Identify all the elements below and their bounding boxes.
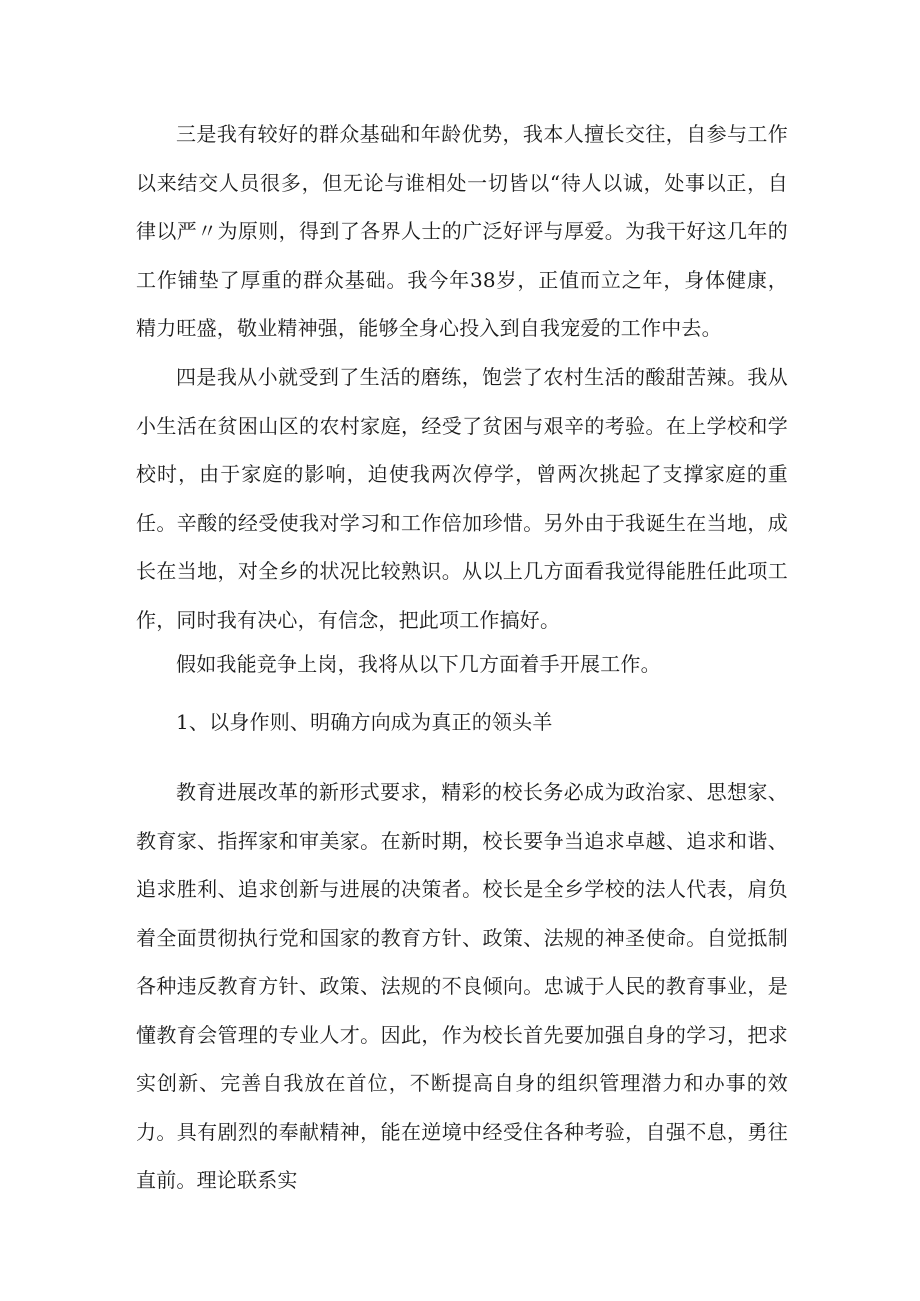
paragraph-intro-plan: 假如我能竞争上岗，我将从以下几方面着手开展工作。 [176,652,661,676]
paragraph-principal-role: 教育进展改革的新形式要求，精彩的校长务必成为政治家、思想家、教育家、指挥家和审美家。在新时期，校长要争当追求卓越、追求和谐、追求胜利、追求创新与进展的决策者。校长是全乡学校的法人代表，肩负着全面贯彻执行党和国家的教育方针、政策、法规的神圣使命。自觉抵制各种违反教育方针、政策、法规的不良倾向。忠诚于人民的教育事业，是懂教育会管理的专业人才。因此，作为校长首先要加强自身的学习，把求实创新、完善自我放在首位，不断提高自身的组织管理潜力和办事的效力。具有剧烈的奉献精神，能在逆境中经受住各种考验，自强不息，勇往直前。理论联系实 [136,780,788,1192]
paragraph-life-hardship: 四是我从小就受到了生活的磨练，饱尝了农村生活的酸甜苦辣。我从小生活在贫困山区的农村家庭，经受了贫困与艰辛的考验。在上学校和学校时，由于家庭的影响，迫使我两次停学，曾两次挑起了支撑家庭的重任。辛酸的经受使我对学习和工作倍加珍惜。另外由于我诞生在当地，成长在当地，对全乡的状况比较熟识。从以上几方面看我觉得能胜任此项工作，同时我有决心，有信念，把此项工作搞好。 [136,365,788,632]
paragraph-mass-base: 三是我有较好的群众基础和年龄优势，我本人擅长交往，自参与工作以来结交人员很多，但无论与谁相处一切皆以“待人以诚，处事以正，自律以严〃为原则，得到了各界人士的广泛好评与厚爱。为我干好这几年的工作铺垫了厚重的群众基础。我今年38岁，正值而立之年，身体健康，精力旺盛，敬业精神强，能够全身心投入到自我宠爱的工作中去。 [136,122,788,340]
section-heading: 1、以身作则、明确方向成为真正的领头羊 [176,710,553,734]
